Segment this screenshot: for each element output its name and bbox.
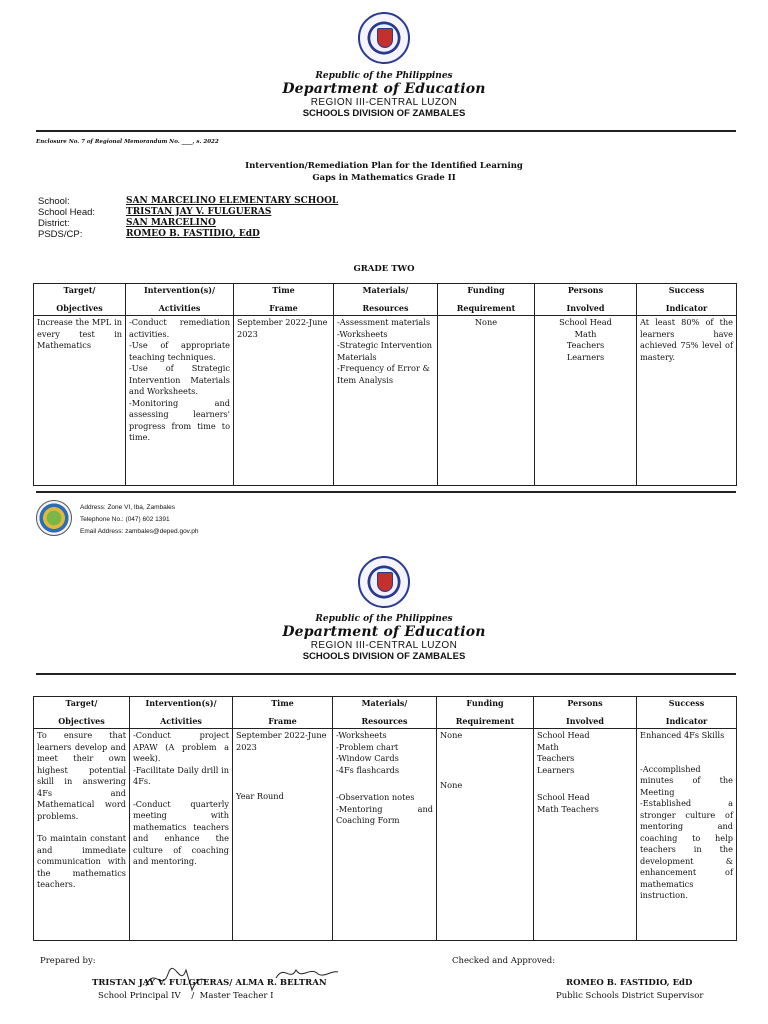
title-line: Gaps in Mathematics Grade II (312, 173, 456, 183)
district-label: District: (38, 218, 70, 229)
psds-value: ROMEO B. FASTIDIO, EdD (126, 229, 260, 239)
col-header: Persons Involved (534, 697, 637, 729)
col-header: Target/ Objectives (34, 284, 126, 316)
department-text: Department of Education (282, 624, 486, 640)
prepared-titles: School Principal IV / Master Teacher I (98, 991, 274, 1001)
telephone-line: Telephone No.: (047) 602 1391 (80, 516, 170, 523)
division-text: SCHOOLS DIVISION OF ZAMBALES (302, 651, 466, 662)
materials-cell: -Assessment materials -Worksheets -Strategic Intervention Materials -Frequency of Error & Item Analysis (334, 316, 438, 486)
school-info (38, 196, 338, 240)
col-header: Success Indicator (637, 284, 737, 316)
checked-title: Public Schools District Supervisor (556, 991, 704, 1001)
funding-cell: None (438, 316, 535, 486)
activities-cell: -Conduct remediation activities. -Use of appropriate teaching techniques. -Use of Strategic Intervention Materials and Worksheets. -Monitoring and assessing learners' progress from time to time. (126, 316, 234, 486)
title-line: Intervention/Remediation Plan for the Identified Learning (245, 161, 523, 171)
email-line: Email Address: zambales@deped.gov.ph (80, 528, 199, 535)
deped-seal (358, 556, 410, 608)
prepared-names: TRISTAN JAY V. FULGUERAS/ ALMA R. BELTRAN (92, 978, 327, 988)
head-label: School Head: (38, 207, 96, 218)
address-block (80, 502, 199, 538)
col-header: Funding Requirement (438, 284, 535, 316)
letterhead (0, 614, 768, 662)
persons-cell: School Head Math Teachers Learners (535, 316, 637, 486)
plan-table-2 (33, 696, 737, 941)
materials-cell: -Worksheets -Problem chart -Window Cards -4Fs flashcards -Observation notes -Mentoring and Coaching Form (333, 729, 437, 941)
checked-name: ROMEO B. FASTIDIO, EdD (566, 978, 693, 988)
indicator-cell: At least 80% of the learners have achieved 75% level of mastery. (637, 316, 737, 486)
department-text: Department of Education (282, 81, 486, 97)
district-value: SAN MARCELINO (126, 218, 216, 228)
psds-label: PSDS/CP: (38, 229, 83, 240)
col-header: Intervention(s)/ Activities (130, 697, 233, 729)
table-row (34, 729, 737, 941)
persons-cell: School Head Math Teachers Learners School Head Math Teachers (534, 729, 637, 941)
grade-heading: GRADE TWO (353, 264, 415, 274)
col-header: Intervention(s)/ Activities (126, 284, 234, 316)
header-rule (36, 130, 736, 132)
republic-text: Republic of the Philippines (315, 71, 453, 81)
col-header: Time Frame (234, 284, 334, 316)
col-header: Time Frame (233, 697, 333, 729)
col-header: Success Indicator (637, 697, 737, 729)
republic-text: Republic of the Philippines (315, 614, 453, 624)
division-logo-icon (36, 500, 72, 536)
col-header: Target/ Objectives (34, 697, 130, 729)
region-text: REGION III-CENTRAL LUZON (310, 640, 458, 651)
time-cell: September 2022-June 2023 Year Round (233, 729, 333, 941)
header-rule (36, 673, 736, 675)
indicator-cell: Enhanced 4Fs Skills -Accomplished minutes of the Meeting -Established a stronger culture of mentoring and coaching to help teachers in the development & enhancement of mathematics instruction. (637, 729, 737, 941)
school-value: SAN MARCELINO ELEMENTARY SCHOOL (126, 196, 339, 206)
division-text: SCHOOLS DIVISION OF ZAMBALES (302, 108, 466, 119)
col-header: Funding Requirement (437, 697, 534, 729)
time-cell: September 2022-June 2023 (234, 316, 334, 486)
plan-table-1 (33, 283, 737, 486)
col-header: Materials/ Resources (333, 697, 437, 729)
region-text: REGION III-CENTRAL LUZON (310, 97, 458, 108)
col-header: Persons Involved (535, 284, 637, 316)
checked-label: Checked and Approved: (452, 956, 556, 966)
table-header-row (34, 284, 737, 316)
footer-rule (36, 491, 736, 493)
table-header-row (34, 697, 737, 729)
deped-seal (358, 12, 410, 64)
target-cell: Increase the MPL in every test in Mathematics (34, 316, 126, 486)
prepared-label: Prepared by: (40, 956, 96, 966)
table-row (34, 316, 737, 486)
address-line: Address: Zone VI, Iba, Zambales (80, 504, 176, 511)
col-header: Materials/ Resources (334, 284, 438, 316)
target-cell: To ensure that learners develop and meet their own highest potential skill in answering 4Fs and Mathematical word problems. To maintain constant and immediate communication with the mathematics teachers. (34, 729, 130, 941)
school-label: School: (38, 196, 70, 207)
letterhead (0, 71, 768, 119)
enclosure-note: Enclosure No. 7 of Regional Memorandum No. ____, s. 2022 (36, 139, 219, 145)
document-title (0, 160, 768, 184)
funding-cell: None None (437, 729, 534, 941)
head-value: TRISTAN JAY V. FULGUERAS (126, 207, 272, 217)
activities-cell: -Conduct project APAW (A problem a week). -Facilitate Daily drill in 4Fs. -Conduct quarterly meeting with mathematics teachers and enhance the culture of coaching and mentoring. (130, 729, 233, 941)
